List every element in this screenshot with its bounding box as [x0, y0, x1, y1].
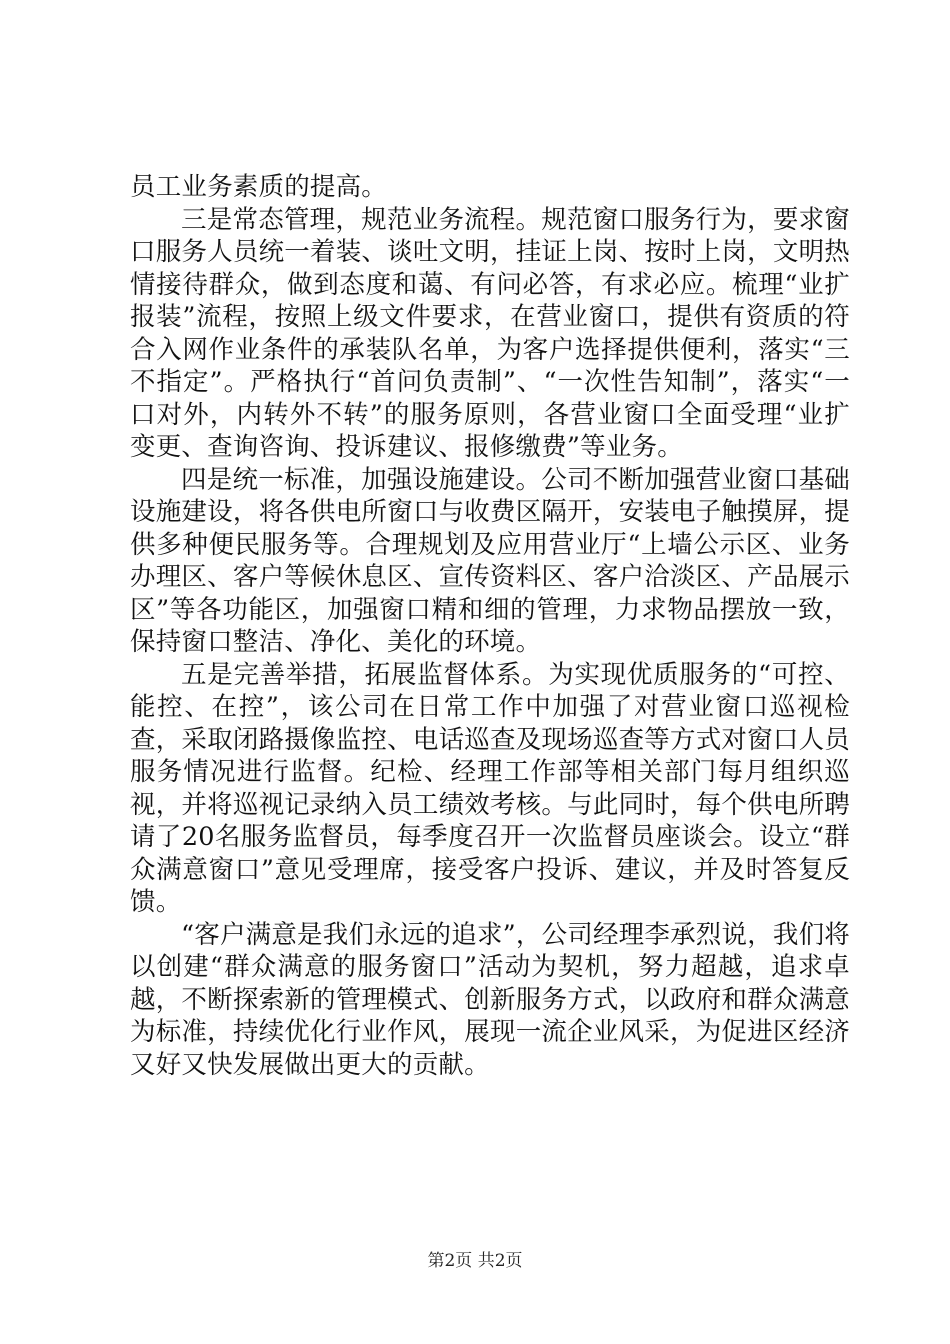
paragraph-routine-management: 三是常态管理，规范业务流程。规范窗口服务行为，要求窗口服务人员统一着装、谈吐文明，挂证上岗、按时上岗，文明热情接待群众，做到态度和蔼、有问必答，有求必应。梳理“业扩报装”流程，按照上级文件要求，在营业窗口，提供有资质的符合入网作业条件的承装队名单，为客户选择提供便利，落实“三不指定”。严格执行“首问负责制”、“一次性告知制”，落实“一口对外，内转外不转”的服务原则，各营业窗口全面受理“业扩变更、查询咨询、投诉建议、报修缴费”等业务。: [130, 204, 850, 462]
paragraph-continuation: 员工业务素质的提高。: [130, 172, 388, 202]
paragraph-unified-standards: 四是统一标准，加强设施建设。公司不断加强营业窗口基础设施建设，将各供电所窗口与收费区隔开，安装电子触摸屏，提供多种便民服务等。合理规划及应用营业厅“上墙公示区、业务办理区、客户等候休息区、宣传资料区、客户洽淡区、产品展示区”等各功能区，加强窗口精和细的管理，力求物品摆放一致，保持窗口整洁、净化、美化的环境。: [130, 464, 850, 657]
paragraph-customer-satisfaction: “客户满意是我们永远的追求”，公司经理李承烈说，我们将以创建“群众满意的服务窗口”活动为契机，努力超越，追求卓越，不断探索新的管理模式、创新服务方式，以政府和群众满意为标准，持续优化行业作风，展现一流企业风采，为促进区经济又好又快发展做出更大的贡献。: [130, 919, 850, 1080]
page-footer: [0, 1246, 950, 1271]
paragraph-supervision-system: 五是完善举措，拓展监督体系。为实现优质服务的“可控、能控、在控”，该公司在日常工作中加强了对营业窗口巡视检查，采取闭路摄像监控、电话巡查及现场巡查等方式对窗口人员服务情况进行监督。纪检、经理工作部等相关部门每月组织巡视，并将巡视记录纳入员工绩效考核。与此同时，每个供电所聘请了20名服务监督员，每季度召开一次监督员座谈会。设立“群众满意窗口”意见受理席，接受客户投诉、建议，并及时答复反馈。: [130, 659, 850, 917]
body-text: [130, 171, 850, 1081]
page-number-label: 第2页 共2页: [427, 1251, 523, 1271]
